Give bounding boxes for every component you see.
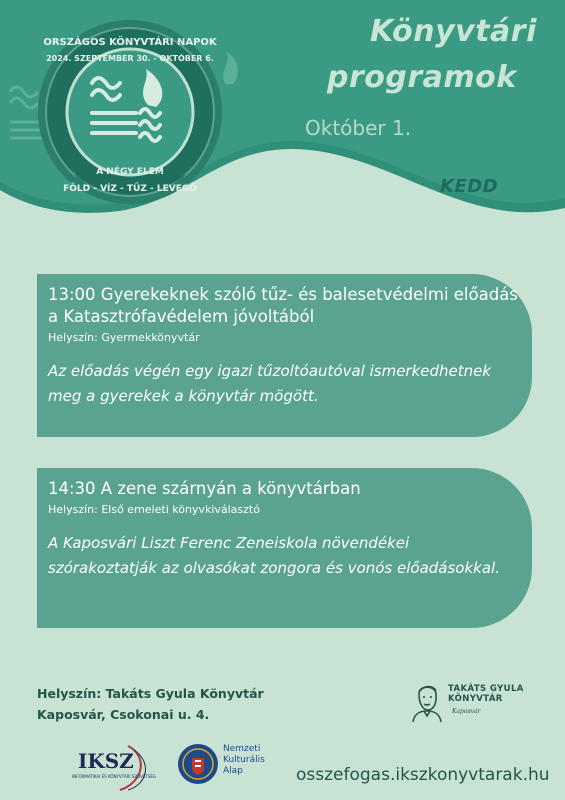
ikszt-logo [68,742,158,792]
library-city: Kaposvár [452,708,481,715]
event-card [37,468,532,628]
svg-text:INFORMATIKAI ÉS KÖNYVTÁRI SZÖV: INFORMATIKAI ÉS KÖNYVTÁRI SZÖVETSÉG [72,774,157,779]
badge-elements: FÖLD - VÍZ - TŰZ - LEVEGŐ [63,184,197,194]
website-link[interactable]: osszefogas.ikszkonyvtarak.hu [296,765,550,785]
nka-logo [177,740,219,788]
event-description: Az előadás végén egy igazi tűzoltóautóval ismerkedhetnek meg a gyerekek a könyvtár mögött. [48,362,492,405]
event-card [37,274,532,437]
svg-text:IKSZ: IKSZ [78,749,134,773]
library-name: TAKÁTS GYULA KÖNYVTÁR [448,684,524,704]
library-portrait-icon [410,680,444,722]
event-date: Október 1. [305,116,412,140]
venue-line1: Helyszín: Takáts Gyula Könyvtár [37,686,264,701]
event-title: 14:30 A zene szárnyán a könyvtárban [48,479,361,498]
nka-text: Nemzeti Kulturális Alap [223,744,265,776]
page-title-line2: programok [327,60,517,95]
badge-theme: A NÉGY ELEM [96,167,164,177]
venue-line2: Kaposvár, Csokonai u. 4. [37,707,210,722]
event-title: 13:00 Gyerekeknek szóló tűz- és balesetvédelmi előadás a Katasztrófavédelem jóvoltából [48,285,518,326]
page-title-line1: Könyvtári [370,14,537,49]
event-badge-logo [30,17,230,217]
badge-top-text: ORSZÁGOS KÖNYVTÁRI NAPOK [43,37,217,48]
event-location: Helyszín: Gyermekkönyvtár [48,331,200,344]
badge-dates: 2024. SZEPTEMBER 30. - OKTÓBER 6. [46,54,214,63]
venue-info [37,683,264,725]
event-description: A Kaposvári Liszt Ferenc Zeneiskola növendékei szórakoztatják az olvasókat zongora és vonós előadásokkal. [48,534,500,577]
event-day: KEDD [440,176,499,197]
event-location: Helyszín: Első emeleti könyvkiválasztó [48,503,260,516]
